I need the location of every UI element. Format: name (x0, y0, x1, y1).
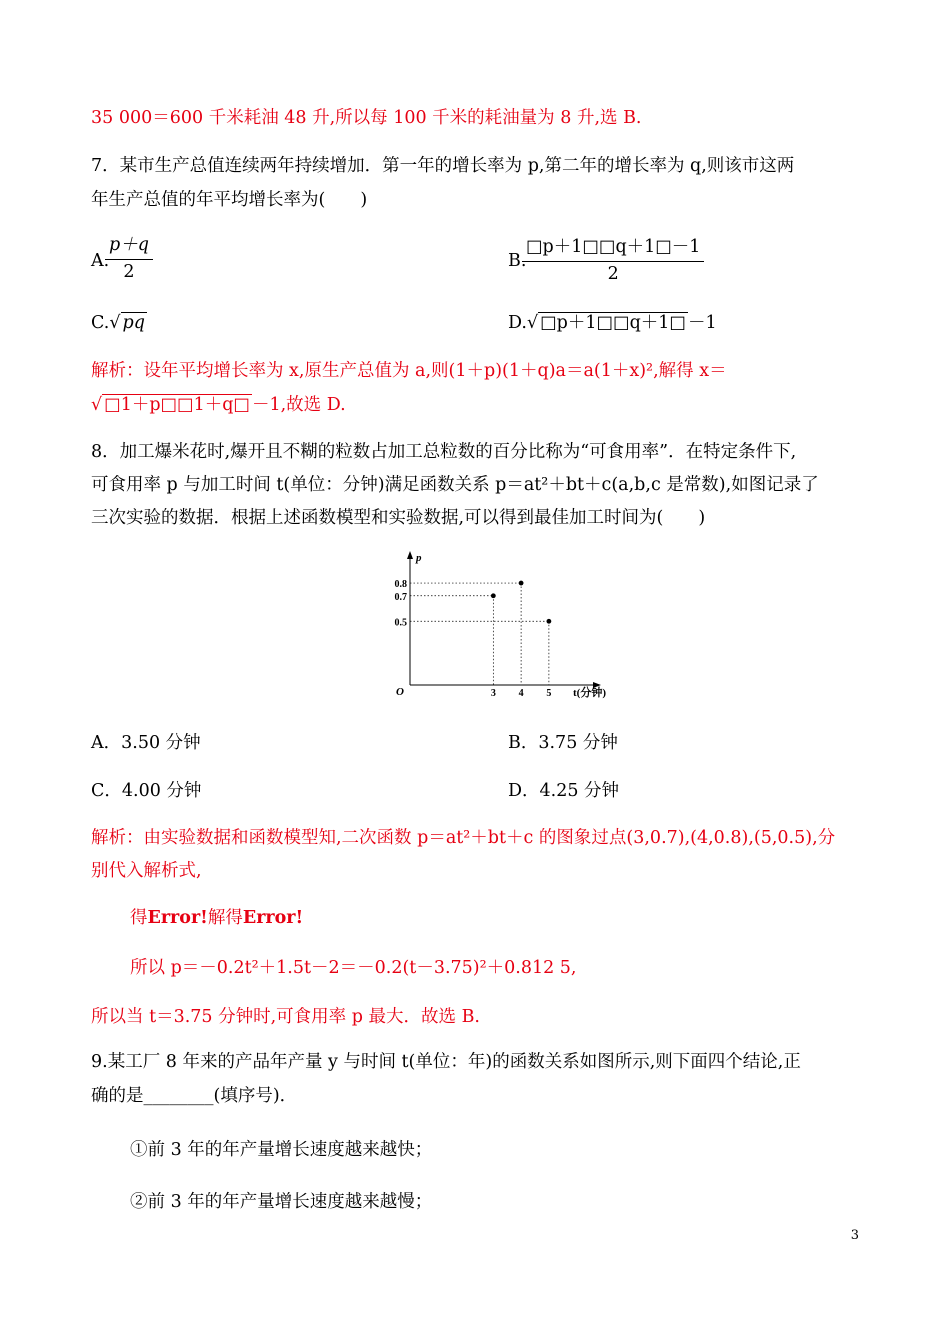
x-tick-label: 5 (546, 688, 552, 699)
x-tick-label: 3 (490, 688, 496, 699)
solution-8-line-5: 所以当 t＝3.75 分钟时,可食用率 p 最大．故选 B. (91, 1007, 480, 1027)
solution-line-6: 35 000＝600 千米耗油 48 升,所以每 100 千米的耗油量为 8 升,选 B. (91, 108, 642, 128)
x-tick-label: 4 (518, 688, 524, 699)
solution-7-line-1: 解析：设年平均增长率为 x,原生产总值为 a,则(1＋p)(1＋q)a＝a(1＋x)²,解得 x＝ (91, 361, 727, 381)
x-axis-label: t(分钟) (573, 687, 606, 699)
sqrt-icon: √ (109, 313, 121, 333)
solution-8-line-2: 别代入解析式, (91, 861, 202, 881)
option-7a-denominator: 2 (123, 262, 135, 282)
y-axis-arrow-icon (407, 551, 413, 559)
origin-label: O (396, 686, 404, 698)
question-8-line-3: 三次实验的数据．根据上述函数模型和实验数据,可以得到最佳加工时间为( ) (91, 508, 706, 528)
question-7-line-2: 年生产总值的年平均增长率为( ) (91, 190, 368, 210)
data-point (546, 619, 551, 624)
solution-8-line-3: 得Error!解得Error! (130, 908, 304, 928)
y-axis-label: p (416, 552, 422, 564)
y-tick-label: 0.8 (394, 579, 407, 591)
page-number: 3 (850, 1228, 859, 1243)
solution-8-line-4: 所以 p＝－0.2t²＋1.5t－2＝－0.2(t－3.75)²＋0.812 5, (130, 958, 577, 978)
question-9-line-2: 确的是________(填序号)． (91, 1086, 298, 1106)
data-point (519, 581, 524, 586)
error-text: Error! (242, 908, 304, 928)
option-7b-numerator: □p＋1□□q＋1□－1 (522, 233, 704, 262)
option-8b: B．3.75 分钟 (508, 733, 618, 753)
scatter-chart (370, 545, 610, 705)
sqrt-icon: √ (526, 313, 539, 333)
option-8a: A．3.50 分钟 (91, 733, 201, 753)
question-9-statement-1: ①前 3 年的年产量增长速度越来越快； (130, 1140, 433, 1160)
sqrt-icon: √ (91, 395, 103, 415)
y-tick-label: 0.7 (394, 591, 407, 603)
y-tick-label: 0.5 (394, 617, 407, 629)
option-8c: C．4.00 分钟 (91, 781, 202, 801)
option-7a-numerator: p＋q (105, 231, 153, 260)
question-8-line-2: 可食用率 p 与加工时间 t(单位：分钟)满足函数关系 p＝at²＋bt＋c(a,b,c 是常数),如图记录了 (91, 475, 819, 495)
question-8-line-1: 8．加工爆米花时,爆开且不糊的粒数占加工总粒数的百分比称为“可食用率”．在特定条件下, (91, 442, 797, 462)
error-text: Error! (147, 908, 208, 928)
question-9-statement-2: ②前 3 年的年产量增长速度越来越慢； (130, 1192, 433, 1212)
solution-8-line-1: 解析：由实验数据和函数模型知,二次函数 p＝at²＋bt＋c 的图象过点(3,0.7),(4,0.8),(5,0.5),分 (91, 828, 836, 848)
option-8d: D．4.25 分钟 (508, 781, 620, 801)
option-7d: D.√ □p＋1□□q＋1□ －1 (508, 313, 717, 333)
question-9-line-1: 9.某工厂 8 年来的产品年产量 y 与时间 t(单位：年)的函数关系如图所示,则下面四个结论,正 (91, 1052, 801, 1072)
question-7-line-1: 7．某市生产总值连续两年持续增加．第一年的增长率为 p,第二年的增长率为 q,则该市这两 (91, 156, 795, 176)
option-7b-denominator: 2 (607, 264, 619, 284)
option-7c: C.√ pq (91, 313, 145, 333)
data-point (491, 593, 496, 598)
solution-7-line-2: √ □1＋p□□1＋q□ －1,故选 D. (91, 395, 346, 415)
